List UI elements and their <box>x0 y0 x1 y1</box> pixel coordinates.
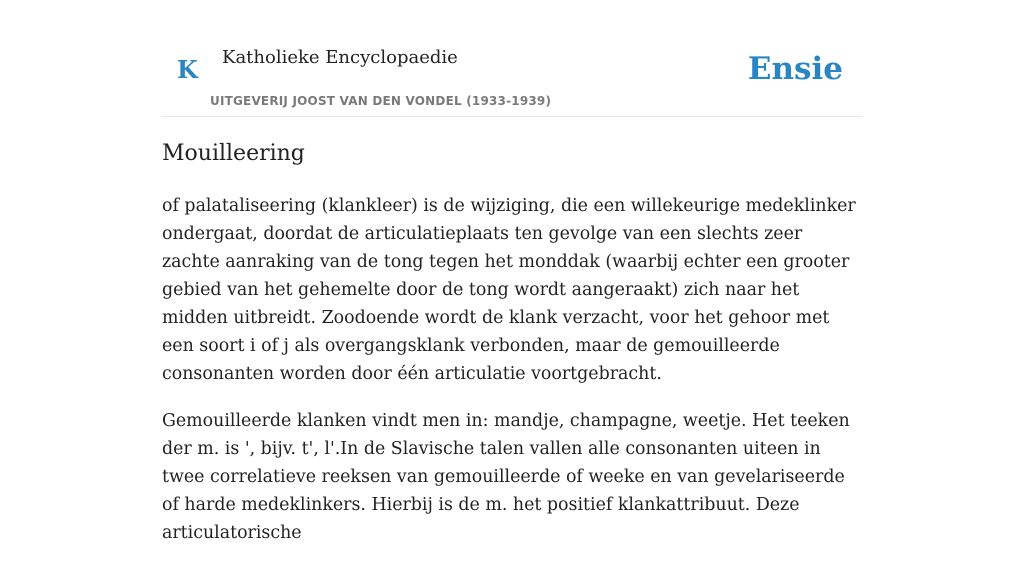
entry-title: Mouilleering <box>162 141 305 166</box>
article-body <box>162 192 862 566</box>
site-title[interactable]: Katholieke Encyclopaedie <box>222 47 458 68</box>
logo-k[interactable]: K <box>177 55 198 84</box>
publisher-label: UITGEVERIJ JOOST VAN DEN VONDEL (1933-1939) <box>210 94 552 108</box>
article-paragraph: of palataliseering (klankleer) is de wijziging, die een willekeurige medeklinker ondergaat, doordat de articulatieplaats ten gevolge van een slechts zeer zachte aanraking van de tong tegen het monddak (waarbij echter een grooter gebied van het gehemelte door de tong wordt aangeraakt) zich naar het midden uitbreidt. Zoodoende wordt de klank verzacht, voor het gehoor met een soort i of j als overgangsklank verbonden, maar de gemouilleerde consonanten worden door één articulatie voortgebracht. <box>162 196 856 384</box>
article-paragraph: Gemouilleerde klanken vindt men in: mandje, champagne, weetje. Het teeken der m. is ', bijv. t', l'.In de Slavische talen vallen alle consonanten uiteen in twee correlatieve reeksen van gemouilleerde of weeke en van gevelariseerde of harde medeklinkers. Hierbij is de m. het positief klankattribuut. Deze articulatorische <box>162 411 850 543</box>
page <box>162 0 862 543</box>
site-header <box>162 0 862 117</box>
brand-logo[interactable]: Ensie <box>747 51 843 87</box>
